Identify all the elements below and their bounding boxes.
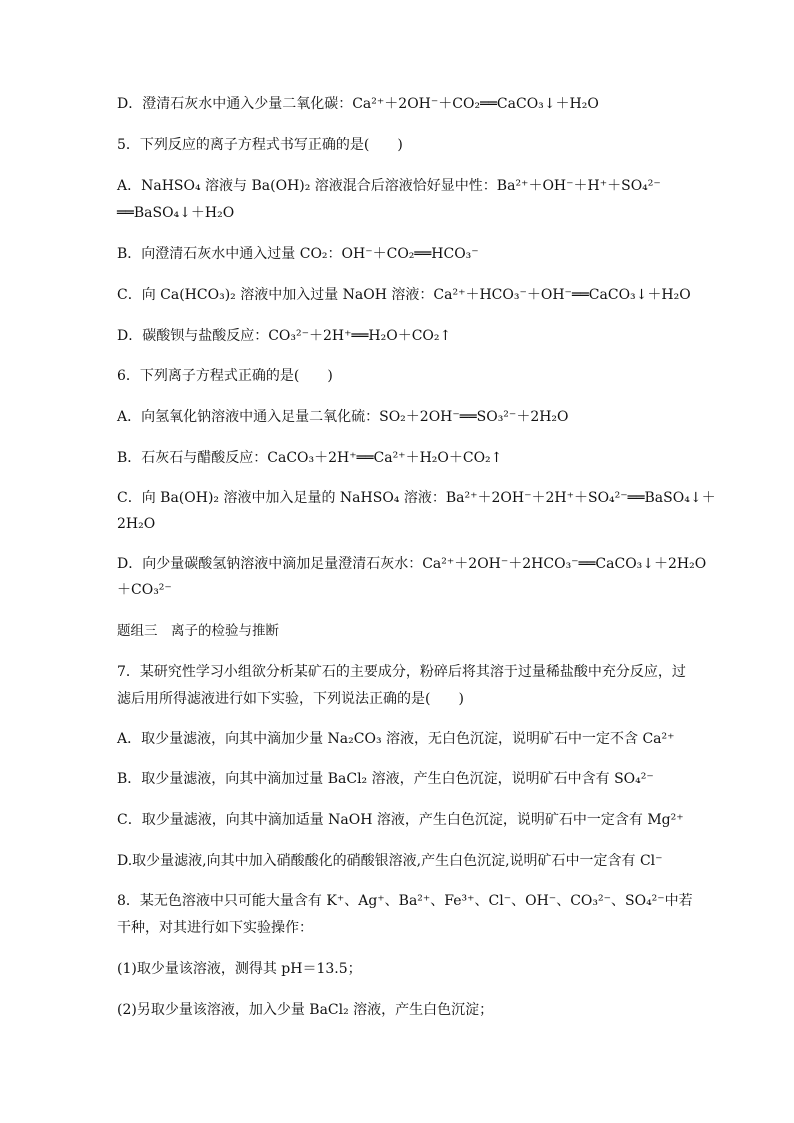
q8-step-2: (2)另取少量该溶液，加入少量 BaCl₂ 溶液，产生白色沉淀； bbox=[117, 1002, 494, 1018]
q5-option-b: B．向澄清石灰水中通入过量 CO₂：OH⁻＋CO₂══HCO₃⁻ bbox=[117, 246, 479, 262]
q7-stem: 7．某研究性学习小组欲分析某矿石的主要成分，粉碎后将其溶于过量稀盐酸中充分反应，过 bbox=[117, 664, 686, 680]
q6-option-c: C．向 Ba(OH)₂ 溶液中加入足量的 NaHSO₄ 溶液：Ba²⁺＋2OH⁻＋2H⁺＋SO₄²⁻══BaSO₄↓＋ bbox=[117, 490, 716, 506]
q5-option-a: A．NaHSO₄ 溶液与 Ba(OH)₂ 溶液混合后溶液恰好显中性：Ba²⁺＋OH⁻＋H⁺＋SO₄²⁻ bbox=[117, 178, 661, 194]
q6-option-d: D．向少量碳酸氢钠溶液中滴加足量澄清石灰水：Ca²⁺＋2OH⁻＋2HCO₃⁻══CaCO₃↓＋2H₂O bbox=[117, 556, 707, 572]
q8-stem-cont: 干种，对其进行如下实验操作： bbox=[117, 920, 313, 936]
q5-option-c: C．向 Ca(HCO₃)₂ 溶液中加入过量 NaOH 溶液：Ca²⁺＋HCO₃⁻＋OH⁻══CaCO₃↓＋H₂O bbox=[117, 287, 691, 303]
q4-option-d: D．澄清石灰水中通入少量二氧化碳：Ca²⁺＋2OH⁻＋CO₂══CaCO₃↓＋H₂O bbox=[117, 96, 599, 112]
section-heading: 题组三 离子的检验与推断 bbox=[117, 623, 279, 639]
q5-option-a-cont: ══BaSO₄↓＋H₂O bbox=[117, 205, 235, 221]
q7-option-d: D.取少量滤液,向其中加入硝酸酸化的硝酸银溶液,产生白色沉淀,说明矿石中一定含有 Cl⁻ bbox=[117, 853, 663, 869]
q6-option-c-cont: 2H₂O bbox=[117, 516, 156, 532]
q6-option-a: A．向氢氧化钠溶液中通入足量二氧化硫：SO₂＋2OH⁻══SO₃²⁻＋2H₂O bbox=[117, 409, 569, 425]
q7-option-b: B．取少量滤液，向其中滴加过量 BaCl₂ 溶液，产生白色沉淀，说明矿石中含有 SO₄²⁻ bbox=[117, 771, 654, 787]
q5-option-d: D．碳酸钡与盐酸反应：CO₃²⁻＋2H⁺══H₂O＋CO₂↑ bbox=[117, 328, 452, 344]
q6-option-d-cont: ＋CO₃²⁻ bbox=[117, 582, 172, 598]
q7-option-a: A．取少量滤液，向其中滴加少量 Na₂CO₃ 溶液，无白色沉淀，说明矿石中一定不含 Ca²⁺ bbox=[117, 731, 675, 747]
q5-stem: 5．下列反应的离子方程式书写正确的是( ) bbox=[117, 137, 403, 153]
q8-step-1: (1)取少量该溶液，测得其 pH＝13.5； bbox=[117, 961, 362, 977]
q8-stem: 8．某无色溶液中只可能大量含有 K⁺、Ag⁺、Ba²⁺、Fe³⁺、Cl⁻、OH⁻、CO₃²⁻、SO₄²⁻中若 bbox=[117, 893, 693, 909]
q7-option-c: C．取少量滤液，向其中滴加适量 NaOH 溶液，产生白色沉淀，说明矿石中一定含有 Mg²⁺ bbox=[117, 812, 684, 828]
q7-stem-cont: 滤后用所得滤液进行如下实验，下列说法正确的是( ) bbox=[117, 691, 464, 707]
q6-stem: 6．下列离子方程式正确的是( ) bbox=[117, 368, 333, 384]
q6-option-b: B．石灰石与醋酸反应：CaCO₃＋2H⁺══Ca²⁺＋H₂O＋CO₂↑ bbox=[117, 450, 503, 466]
